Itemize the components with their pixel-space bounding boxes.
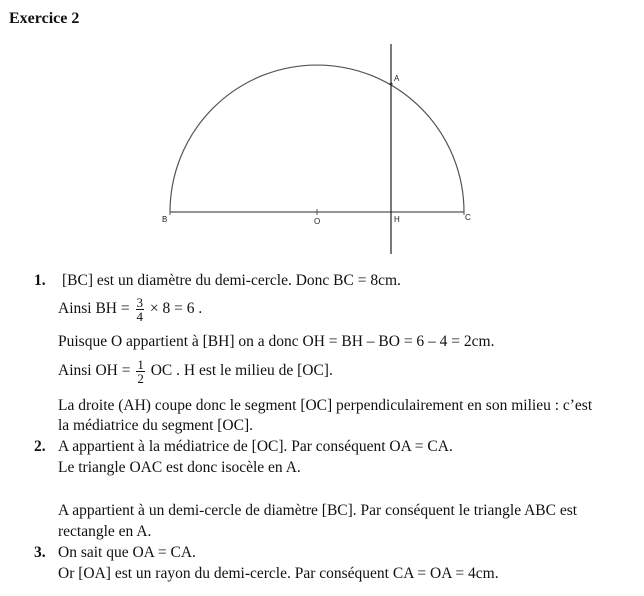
fraction-denominator: 4	[136, 309, 143, 324]
q1-line-4-prefix: Ainsi OH =	[58, 362, 131, 380]
q1-line-3: Puisque O appartient à [BH] on a donc OH = BH – BO = 6 – 4 = 2cm.	[58, 333, 495, 350]
fraction-one-half	[136, 358, 145, 385]
fraction-denominator: 2	[137, 371, 144, 386]
fraction-three-quarters	[136, 296, 145, 323]
exercise-title: Exercice 2	[9, 10, 80, 27]
geometry-figure	[0, 0, 644, 260]
q1-line-2-suffix: × 8 = 6 .	[149, 300, 203, 318]
fraction-numerator: 3	[136, 295, 143, 310]
label-b: B	[162, 215, 168, 224]
q3-line-2: Or [OA] est un rayon du demi-cercle. Par conséquent CA = OA = 4cm.	[58, 565, 499, 582]
q2-line-3: A appartient à un demi-cercle de diamètre [BC]. Par conséquent le triangle ABC est	[58, 502, 578, 519]
label-h: H	[394, 215, 400, 224]
q1-line-6: la médiatrice du segment [OC].	[58, 417, 253, 434]
q1-line-4	[58, 358, 333, 385]
q1-line-4-suffix: OC . H est le milieu de [OC].	[150, 362, 333, 380]
question-2-number: 2.	[34, 438, 46, 455]
q1-line-5: La droite (AH) coupe donc le segment [OC] perpendiculairement en son milieu : c’est	[58, 397, 593, 414]
question-3-number: 3.	[34, 544, 46, 561]
semicircle-arc	[170, 65, 464, 212]
q1-line-2	[58, 296, 202, 323]
question-1-number: 1.	[34, 272, 46, 289]
q2-line-4: rectangle en A.	[58, 523, 152, 540]
q1-line-1: [BC] est un diamètre du demi-cercle. Donc BC = 8cm.	[62, 272, 401, 289]
fraction-numerator: 1	[137, 357, 144, 372]
q2-line-1: A appartient à la médiatrice de [OC]. Par conséquent OA = CA.	[58, 438, 453, 455]
point-a-dot	[390, 83, 393, 86]
q2-line-2: Le triangle OAC est donc isocèle en A.	[58, 459, 301, 476]
label-c: C	[465, 213, 471, 222]
label-a: A	[394, 74, 400, 83]
q1-line-2-prefix: Ainsi BH =	[58, 300, 130, 318]
q3-line-1: On sait que OA = CA.	[58, 544, 196, 561]
label-o: O	[314, 217, 321, 226]
